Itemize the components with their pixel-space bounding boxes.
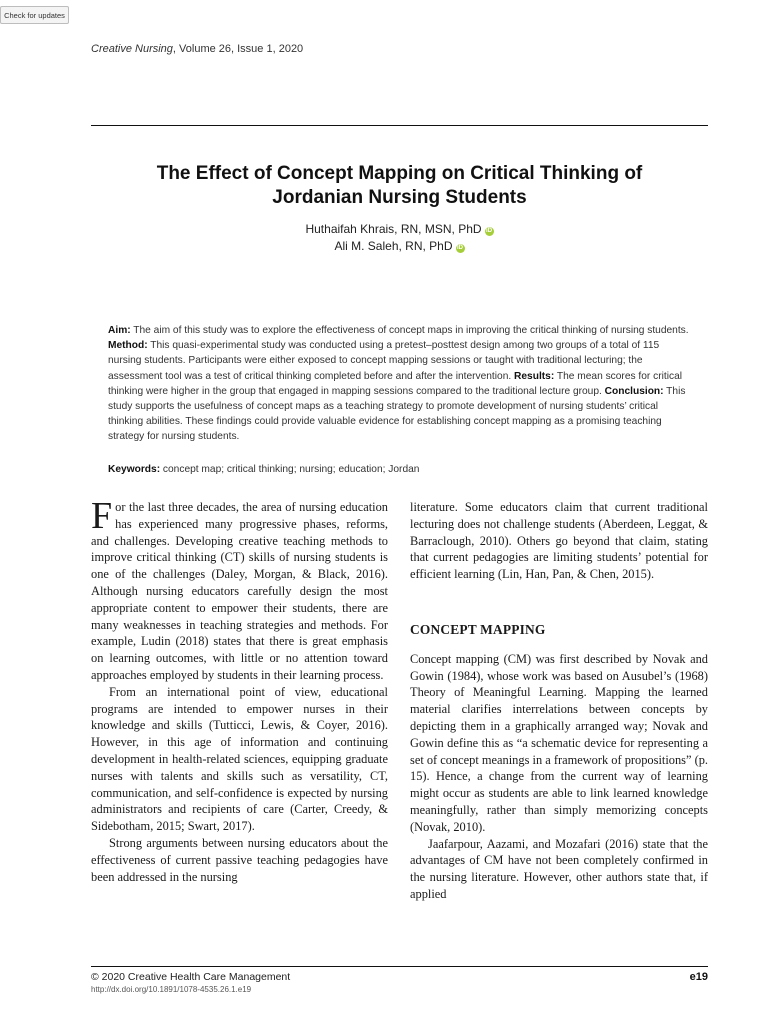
abstract-aim: The aim of this study was to explore the effectiveness of concept maps in improving the critical thinking of nursing students.	[130, 325, 689, 336]
abstract-conclusion-label: Conclusion:	[604, 385, 664, 397]
paragraph-text: or the last three decades, the area of nursing education has experienced many progressive phases, reforms, and challenges. Developing creative teaching methods to improve critical thinking (CT) skills of nursing students is one of the challenges (Daley, Morgan, & Black, 2016). Although nursing educators carefully design the most appropriate content to empower their students, there are many weaknesses in teaching strategies and methods. For example, Ludin (2018) states that there is great emphasis on learning outcomes, with little or no attention toward approaches employed by students in their learning process.	[91, 500, 388, 682]
journal-citation	[91, 43, 303, 55]
author-2	[91, 238, 708, 255]
journal-issue: , Volume 26, Issue 1, 2020	[172, 43, 304, 55]
article-title	[91, 162, 708, 210]
abstract-results-label: Results:	[514, 370, 555, 382]
body-column-right	[410, 499, 708, 903]
abstract-method-label: Method:	[108, 340, 148, 352]
author-1-name: Huthaifah Khrais, RN, MSN, PhD	[305, 222, 482, 236]
body-paragraph: Concept mapping (CM) was first described by Novak and Gowin (1984), whose work was based on Ausubel’s (1968) Theory of Meaningful Learning. Mapping the learned material clarifies interrelations between concepts by depicting them in a graphically arranged way; Novak and Gowin define this as “a schematic device for representing a set of concept meanings in a framework of propositions” (p. 15). Hence, a change from the current way of learning might occur as students are able to link learned knowledge meaningfully, rather than simply memorizing concepts (Novak, 2010).	[410, 651, 708, 834]
journal-name: Creative Nursing	[91, 43, 173, 55]
abstract-results: The mean scores for critical thinking were higher in the group that engaged in mapping sessions compared to the traditional lecture group.	[108, 370, 683, 397]
footer-divider	[91, 966, 708, 967]
author-1	[91, 221, 708, 238]
body-paragraph: From an international point of view, educational programs are intended to empower nurses in their knowledge and skills (Tutticci, Lewis, & Coyer, 2016). However, in this age of information and continuing development in health-related sciences, equipping graduate nurses with talents and skills such as versatility, CT, communication, and self-confidence is expected by nursing administrators and recipients of care (Carter, Creedy, & Sidebotham, 2015; Swart, 2017).	[91, 684, 388, 834]
abstract-aim-label: Aim:	[108, 325, 131, 336]
title-line-2: Jordanian Nursing Students	[272, 187, 527, 208]
body-paragraph: Strong arguments between nursing educators about the effectiveness of current passive teaching pedagogies have been addressed in the nursing	[91, 835, 388, 884]
keywords	[108, 464, 690, 475]
keywords-label: Keywords:	[108, 464, 161, 475]
copyright-notice: © 2020 Creative Health Care Management	[91, 971, 291, 983]
doi-link[interactable]: http://dx.doi.org/10.1891/1078-4535.26.1.e19	[91, 985, 252, 994]
check-for-updates-button[interactable]: Check for updates	[0, 6, 69, 24]
body-paragraph: Jaafarpour, Aazami, and Mozafari (2016) state that the advantages of CM have not been completely confirmed in the nursing literature. However, other authors state that, if applied	[410, 836, 708, 901]
body-paragraph: literature. Some educators claim that current traditional lecturing does not challenge students (Aberdeen, Leggat, & Barraclough, 2010). Others go beyond that claim, stating that current pedagogies are limiting students’ potential for efficient learning (Lin, Han, Pan, & Chen, 2015).	[410, 500, 708, 582]
body-column-left	[91, 495, 388, 885]
header-divider	[91, 125, 708, 126]
keywords-text: concept map; critical thinking; nursing; education; Jordan	[160, 464, 420, 475]
orcid-icon[interactable]: iD	[457, 244, 464, 251]
author-2-name: Ali M. Saleh, RN, PhD	[334, 238, 453, 253]
abstract-method: This quasi-experimental study was conducted using a pretest–posttest design among two groups of a total of 115 nursing students. Participants were either exposed to concept mapping sessions or taught with traditional lecturing; the assessment tool was a test of critical thinking completed before and after the intervention.	[108, 340, 660, 382]
title-line-1: The Effect of Concept Mapping on Critical Thinking of	[156, 163, 643, 184]
abstract-conclusion: This study supports the usefulness of concept maps as a teaching strategy to promote development of nursing students’ critical thinking abilities. These findings could provide valuable evidence for establishing concept mapping as a promising teaching strategy for nursing students.	[108, 385, 686, 443]
drop-cap: F	[91, 495, 113, 537]
section-heading: CONCEPT MAPPING	[410, 621, 546, 637]
author-list	[91, 221, 708, 254]
page-number: e19	[689, 971, 708, 983]
abstract	[108, 323, 690, 445]
orcid-icon[interactable]: iD	[486, 228, 493, 234]
body-paragraph	[91, 495, 388, 684]
